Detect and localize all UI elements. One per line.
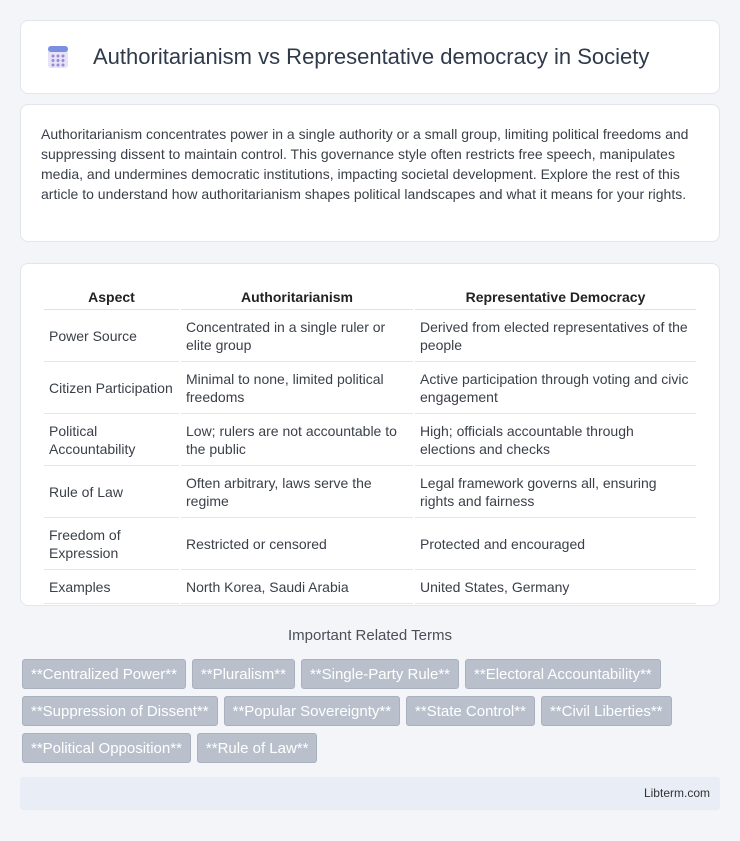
term-tag[interactable]: **Electoral Accountability**	[465, 659, 661, 689]
table-row	[44, 518, 696, 570]
term-tag[interactable]: **Popular Sovereignty**	[224, 696, 400, 726]
table-cell: Rule of Law	[44, 466, 179, 518]
table-cell: Political Accountability	[44, 414, 179, 466]
table-row	[44, 466, 696, 518]
term-tag[interactable]: **Rule of Law**	[197, 733, 318, 763]
footer-brand-link[interactable]: Libterm.com	[643, 786, 710, 800]
table-cell: Minimal to none, limited political freedoms	[181, 362, 413, 414]
term-tag[interactable]: **State Control**	[406, 696, 535, 726]
term-tag[interactable]: **Civil Liberties**	[541, 696, 672, 726]
table-cell: North Korea, Saudi Arabia	[181, 570, 413, 604]
table-cell: Examples	[44, 570, 179, 604]
term-tag[interactable]: **Suppression of Dissent**	[22, 696, 218, 726]
table-cell: Often arbitrary, laws serve the regime	[181, 466, 413, 518]
table-cell: Power Source	[44, 310, 179, 362]
table-cell: Low; rulers are not accountable to the public	[181, 414, 413, 466]
term-tag[interactable]: **Single-Party Rule**	[301, 659, 459, 689]
table-cell: Citizen Participation	[44, 362, 179, 414]
table-row	[44, 570, 696, 604]
table-header-row	[44, 284, 696, 310]
comparison-card	[20, 263, 720, 606]
table-cell: Concentrated in a single ruler or elite group	[181, 310, 413, 362]
table-cell: Restricted or censored	[181, 518, 413, 570]
term-tag[interactable]: **Pluralism**	[192, 659, 295, 689]
header-authoritarianism: Authoritarianism	[181, 284, 413, 310]
table-cell: High; officials accountable through elections and checks	[415, 414, 696, 466]
table-cell: Freedom of Expression	[44, 518, 179, 570]
header-card	[20, 20, 720, 94]
intro-text: Authoritarianism concentrates power in a single authority or a small group, limiting political freedoms and suppressing dissent to maintain control. This governance style often restricts free speech, manipulates media, and undermines democratic institutions, impacting societal development. Explore the rest of this article to understand how authoritarianism shapes political landscapes and what it means for your rights.	[41, 126, 689, 202]
table-cell: Legal framework governs all, ensuring rights and fairness	[415, 466, 696, 518]
footer	[20, 777, 720, 810]
table-cell: Protected and encouraged	[415, 518, 696, 570]
related-terms-list	[22, 659, 722, 763]
related-terms-title: Important Related Terms	[288, 627, 452, 644]
term-tag[interactable]: **Political Opposition**	[22, 733, 191, 763]
calculator-icon	[45, 44, 71, 70]
table-row	[44, 414, 696, 466]
table-row	[44, 362, 696, 414]
header-aspect: Aspect	[44, 284, 179, 310]
table-cell: Active participation through voting and civic engagement	[415, 362, 696, 414]
table-cell: United States, Germany	[415, 570, 696, 604]
table-row	[44, 310, 696, 362]
intro-card	[20, 104, 720, 242]
term-tag[interactable]: **Centralized Power**	[22, 659, 186, 689]
header-democracy: Representative Democracy	[415, 284, 696, 310]
page-title: Authoritarianism vs Representative democracy in Society	[93, 44, 650, 69]
comparison-table	[42, 284, 698, 604]
table-cell: Derived from elected representatives of the people	[415, 310, 696, 362]
